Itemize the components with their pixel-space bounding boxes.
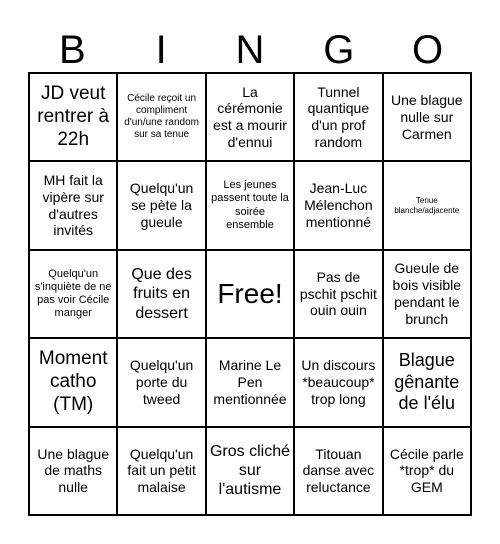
- bingo-cell[interactable]: [117, 73, 205, 161]
- bingo-cell[interactable]: [206, 427, 294, 515]
- cell-text: Gros cliché sur l'autisme: [209, 443, 290, 499]
- bingo-cell[interactable]: [29, 250, 117, 338]
- cell-text: Cécile reçoit un compliment d'un/une random sur sa tenue: [124, 93, 199, 141]
- cell-text: Une blague nulle sur Carmen: [390, 92, 463, 142]
- bingo-cell[interactable]: [383, 338, 471, 426]
- bingo-cell[interactable]: [29, 427, 117, 515]
- bingo-cell[interactable]: [206, 338, 294, 426]
- bingo-cell[interactable]: [206, 161, 294, 249]
- cell-text: Quelqu'un fait un petit malaise: [127, 445, 196, 496]
- cell-text: Jean-Luc Mélenchon mentionné: [304, 180, 373, 230]
- cell-text: La cérémonie est a mourir d'ennui: [213, 83, 287, 150]
- bingo-cell[interactable]: [117, 250, 205, 338]
- bingo-cell[interactable]: [294, 73, 382, 161]
- bingo-cell[interactable]: [117, 161, 205, 249]
- bingo-cell[interactable]: [117, 427, 205, 515]
- bingo-cell[interactable]: [117, 338, 205, 426]
- header-letter-g: G: [323, 28, 355, 72]
- cell-text: Quelqu'un porte du tweed: [129, 357, 194, 407]
- header-letter-n: N: [235, 28, 265, 72]
- bingo-cell[interactable]: [383, 427, 471, 515]
- bingo-cell[interactable]: [383, 73, 471, 161]
- cell-text: Un discours *beaucoup* trop long: [301, 357, 376, 407]
- bingo-grid: [28, 72, 472, 516]
- cell-text: Cécile parle *trop* du GEM: [389, 445, 464, 496]
- header-letter-i: I: [155, 28, 167, 72]
- bingo-cell[interactable]: [206, 73, 294, 161]
- cell-text: Que des fruits en dessert: [131, 266, 192, 322]
- bingo-header: [28, 28, 472, 72]
- cell-text: Moment catho (TM): [38, 348, 108, 415]
- cell-text: Les jeunes passent toute la soirée ensemble: [211, 179, 289, 231]
- header-letter-o: O: [412, 28, 444, 72]
- bingo-cell[interactable]: [383, 161, 471, 249]
- bingo-cell[interactable]: [383, 250, 471, 338]
- header-letter-b: B: [59, 28, 86, 72]
- cell-text: Titouan danse avec reluctance: [302, 445, 375, 496]
- cell-text: Pas de pschit pschit ouin ouin: [299, 268, 377, 319]
- bingo-cell[interactable]: [294, 338, 382, 426]
- cell-text: Marine Le Pen mentionnée: [213, 357, 287, 407]
- cell-text: Tenue blanche/adjacente: [394, 196, 460, 215]
- cell-text: Quelqu'un se pète la gueule: [129, 180, 194, 230]
- cell-text: Quelqu'un s'inquiète de ne pas voir Cécile manger: [34, 267, 112, 320]
- cell-text: MH fait la vipère sur d'autres invités: [42, 172, 104, 239]
- free-space-cell[interactable]: [206, 250, 294, 338]
- bingo-cell[interactable]: [29, 338, 117, 426]
- cell-text: JD veut rentrer à 22h: [37, 83, 110, 150]
- bingo-cell[interactable]: [294, 250, 382, 338]
- free-space-text: Free!: [217, 278, 283, 310]
- bingo-cell[interactable]: [29, 161, 117, 249]
- cell-text: Blague gênante de l'élu: [394, 350, 460, 414]
- cell-text: Une blague de maths nulle: [37, 445, 109, 496]
- cell-text: Gueule de bois visible pendant le brunch: [392, 260, 462, 327]
- bingo-cell[interactable]: [29, 73, 117, 161]
- bingo-cell[interactable]: [294, 161, 382, 249]
- cell-text: Tunnel quantique d'un prof random: [307, 83, 370, 150]
- bingo-cell[interactable]: [294, 427, 382, 515]
